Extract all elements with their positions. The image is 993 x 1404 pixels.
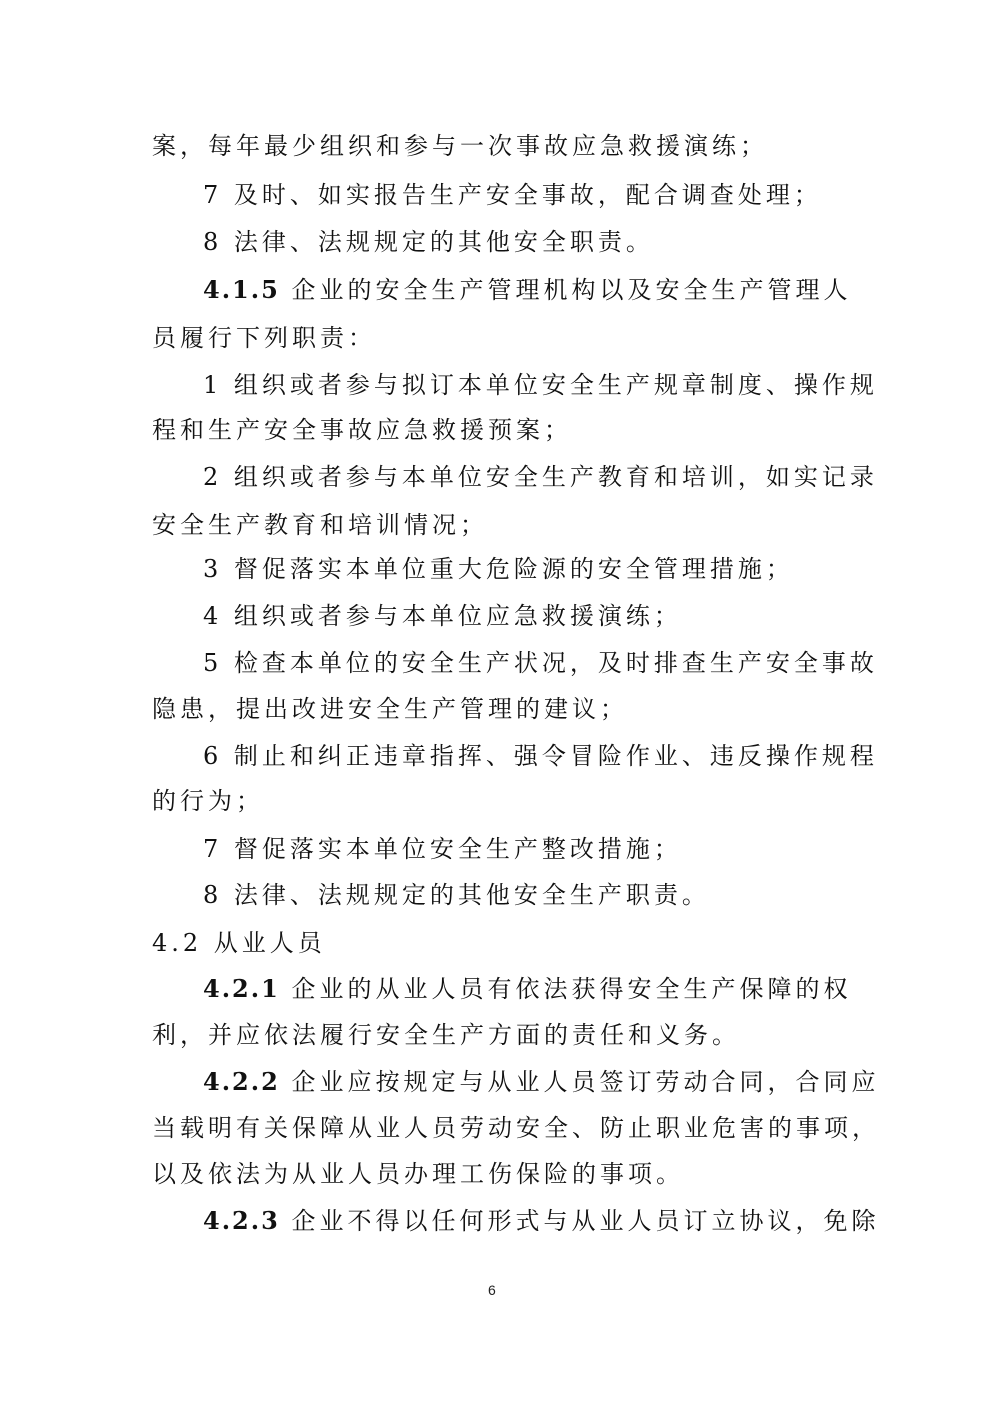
list-item: 5 检查本单位的安全生产状况，及时排查生产安全事故 [203,649,878,677]
text-line: 隐患，提出改进安全生产管理的建议； [152,695,628,723]
page-number: 6 [488,1282,496,1298]
list-item: 4 组织或者参与本单位应急救援演练； [203,602,682,630]
list-item: 7 及时、如实报告生产安全事故，配合调查处理； [203,181,822,209]
clause-heading: 4.2.1 企业的从业人员有依法获得安全生产保障的权 [203,974,852,1003]
text-line: 的行为； [152,787,264,815]
clause-number: 4.2.3 [203,1206,280,1235]
clause-number: 4.1.5 [203,275,280,304]
text-line: 当载明有关保障从业人员劳动安全、防止职业危害的事项， [152,1114,880,1142]
clause-heading: 4.2.2 企业应按规定与从业人员签订劳动合同，合同应 [203,1067,880,1096]
list-item: 3 督促落实本单位重大危险源的安全管理措施； [203,555,794,583]
clause-number: 4.2.1 [203,974,280,1003]
text-line: 程和生产安全事故应急救援预案； [152,416,572,444]
text-line: 以及依法为从业人员办理工伤保险的事项。 [152,1160,684,1188]
list-item: 2 组织或者参与本单位安全生产教育和培训，如实记录 [203,463,878,491]
list-item: 6 制止和纠正违章指挥、强令冒险作业、违反操作规程 [203,742,878,770]
text-line: 利，并应依法履行安全生产方面的责任和义务。 [152,1021,740,1049]
clause-heading: 4.1.5 企业的安全生产管理机构以及安全生产管理人 [203,275,852,304]
text-line: 案，每年最少组织和参与一次事故应急救援演练； [152,132,768,160]
clause-heading: 4.2.3 企业不得以任何形式与从业人员订立协议，免除 [203,1206,880,1235]
clause-number: 4.2.2 [203,1067,280,1096]
list-item: 8 法律、法规规定的其他安全生产职责。 [203,881,710,909]
list-item: 8 法律、法规规定的其他安全职责。 [203,228,654,256]
section-heading: 4.2 从业人员 [152,929,326,957]
list-item: 1 组织或者参与拟订本单位安全生产规章制度、操作规 [203,371,878,399]
text-line: 员履行下列职责： [152,324,376,352]
text-line: 安全生产教育和培训情况； [152,511,488,539]
list-item: 7 督促落实本单位安全生产整改措施； [203,835,682,863]
